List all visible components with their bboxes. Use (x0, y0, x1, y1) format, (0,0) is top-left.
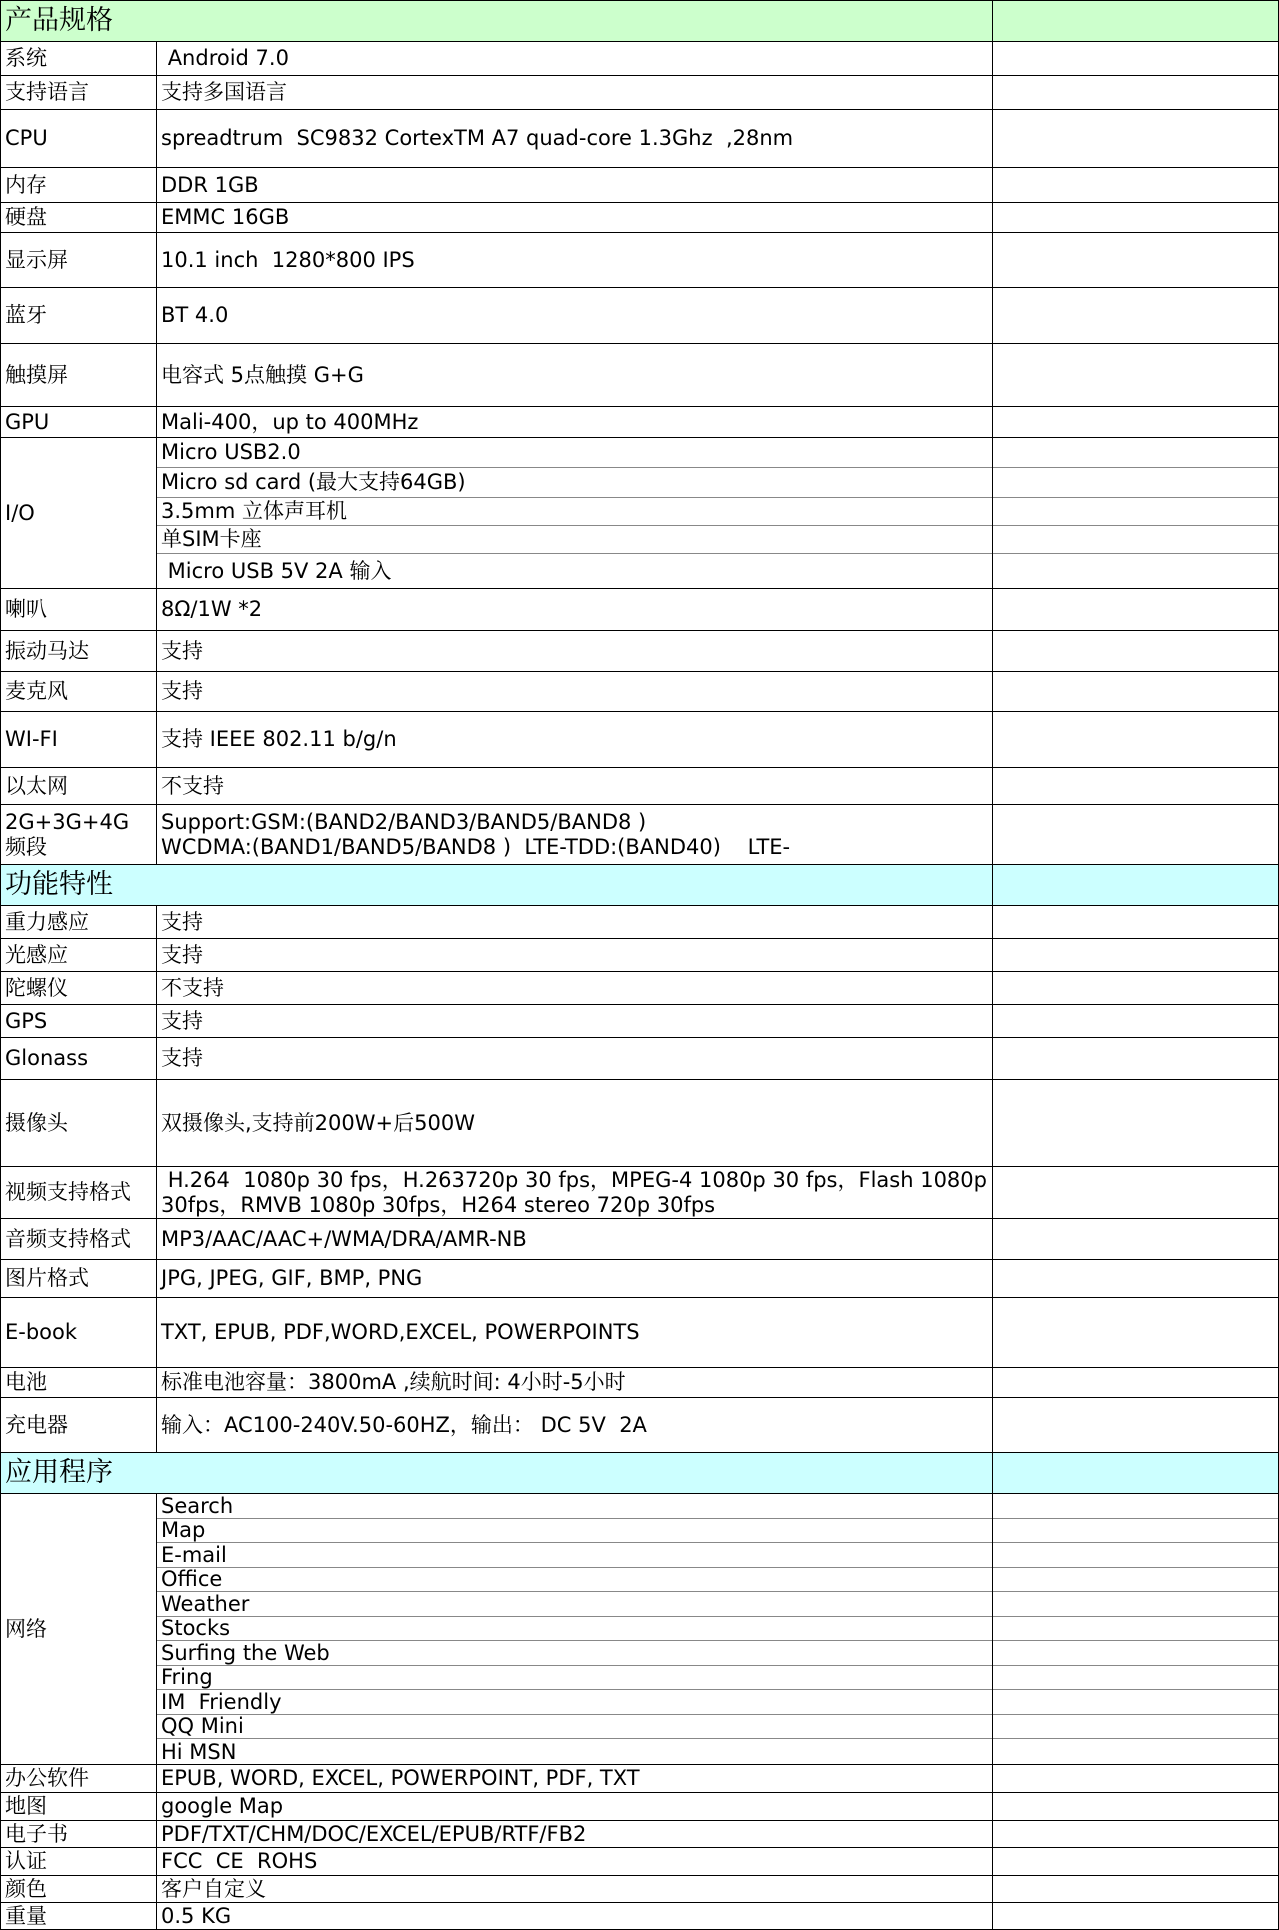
spec-label: 内存 (1, 168, 157, 203)
empty-cell (993, 42, 1279, 76)
group-values (157, 438, 993, 589)
spec-row (1, 1764, 1279, 1792)
spec-value: 支持 (157, 1005, 993, 1038)
empty-line (993, 1715, 1278, 1740)
list-item: Fring (157, 1666, 992, 1691)
list-item: IM Friendly (157, 1690, 992, 1715)
spec-row (1, 233, 1279, 288)
list-item: Map (157, 1519, 992, 1544)
empty-cell (993, 1368, 1279, 1398)
list-item: E-mail (157, 1543, 992, 1568)
spec-label: 振动马达 (1, 631, 157, 672)
empty-cell (993, 1080, 1279, 1167)
spec-label: 重量 (1, 1902, 157, 1929)
spec-label: 充电器 (1, 1398, 157, 1453)
spec-row (1, 589, 1279, 631)
spec-row (1, 805, 1279, 865)
section-title: 功能特性 (1, 865, 993, 906)
empty-cell (993, 865, 1279, 906)
spec-row (1, 288, 1279, 344)
spec-value: H.264 1080p 30 fps，H.263720p 30 fps，MPEG-4 1080p 30 fps，Flash 1080p 30fps，RMVB 1080p 30fps，H264 stereo 720p 30fps (157, 1167, 993, 1219)
spec-row (1, 939, 1279, 972)
empty-line (993, 1494, 1278, 1519)
empty-cell (993, 1902, 1279, 1929)
empty-cell (993, 972, 1279, 1005)
empty-line (993, 438, 1278, 468)
list-item: Surfing the Web (157, 1641, 992, 1666)
spec-row (1, 1820, 1279, 1847)
spec-value: 支持 (157, 1038, 993, 1080)
spec-value: FCC CE ROHS (157, 1847, 993, 1875)
spec-row (1, 1260, 1279, 1298)
spec-value: 双摄像头,支持前200W+后500W (157, 1080, 993, 1167)
empty-cell (993, 1, 1279, 42)
spec-row (1, 1398, 1279, 1453)
spec-label: GPU (1, 407, 157, 438)
empty-cell (993, 1875, 1279, 1902)
spec-value: JPG, JPEG, GIF, BMP, PNG (157, 1260, 993, 1298)
spec-label: 办公软件 (1, 1764, 157, 1792)
spec-row (1, 712, 1279, 768)
empty-line (993, 1519, 1278, 1544)
empty-cell (993, 233, 1279, 288)
list-item: 单SIM卡座 (157, 526, 992, 554)
spec-label: 麦克风 (1, 672, 157, 712)
spec-value: 不支持 (157, 972, 993, 1005)
spec-value: Mali-400，up to 400MHz (157, 407, 993, 438)
group-values (157, 1494, 993, 1765)
spec-row (1, 1080, 1279, 1167)
list-item: Micro USB2.0 (157, 438, 992, 468)
spec-value: EPUB, WORD, EXCEL, POWERPOINT, PDF, TXT (157, 1764, 993, 1792)
spec-row (1, 1219, 1279, 1260)
empty-cell (993, 631, 1279, 672)
empty-cell (993, 768, 1279, 805)
empty-cell (993, 407, 1279, 438)
empty-cell (993, 1219, 1279, 1260)
empty-cell (993, 288, 1279, 344)
empty-line (993, 554, 1278, 588)
empty-cell (993, 589, 1279, 631)
empty-cell (993, 76, 1279, 110)
empty-cell (993, 906, 1279, 939)
list-item: Search (157, 1494, 992, 1519)
spec-value: 支持 IEEE 802.11 b/g/n (157, 712, 993, 768)
spec-value: 支持多国语言 (157, 76, 993, 110)
empty-cell (993, 1005, 1279, 1038)
spec-row (1, 1875, 1279, 1902)
spec-row (1, 1792, 1279, 1820)
list-item: 3.5mm 立体声耳机 (157, 498, 992, 526)
spec-row (1, 631, 1279, 672)
empty-line (993, 1617, 1278, 1642)
spec-row (1, 1847, 1279, 1875)
spec-label: 触摸屏 (1, 344, 157, 407)
spec-row (1, 1368, 1279, 1398)
spec-value: 8Ω/1W *2 (157, 589, 993, 631)
empty-cell (993, 712, 1279, 768)
spec-value: TXT, EPUB, PDF,WORD,EXCEL, POWERPOINTS (157, 1298, 993, 1368)
spec-value: MP3/AAC/AAC+/WMA/DRA/AMR-NB (157, 1219, 993, 1260)
spec-row (1, 407, 1279, 438)
spec-label: 图片格式 (1, 1260, 157, 1298)
spec-label: 陀螺仪 (1, 972, 157, 1005)
spec-label: 颜色 (1, 1875, 157, 1902)
spec-value: 支持 (157, 939, 993, 972)
spec-label: 蓝牙 (1, 288, 157, 344)
group-label: I/O (1, 438, 157, 589)
spec-value: spreadtrum SC9832 CortexTM A7 quad-core 1.3Ghz ,28nm (157, 110, 993, 168)
spec-label: 支持语言 (1, 76, 157, 110)
spec-label: 摄像头 (1, 1080, 157, 1167)
empty-cell (993, 168, 1279, 203)
spec-value: EMMC 16GB (157, 203, 993, 233)
spec-label: GPS (1, 1005, 157, 1038)
spec-label: CPU (1, 110, 157, 168)
empty-cell (993, 939, 1279, 972)
spec-row (1, 168, 1279, 203)
spec-row (1, 1298, 1279, 1368)
spec-row (1, 42, 1279, 76)
spec-value: 电容式 5点触摸 G+G (157, 344, 993, 407)
spec-row (1, 76, 1279, 110)
spec-label: 以太网 (1, 768, 157, 805)
empty-cell (993, 1820, 1279, 1847)
empty-line (993, 1641, 1278, 1666)
spec-row (1, 672, 1279, 712)
spec-value: google Map (157, 1792, 993, 1820)
empty-line (993, 498, 1278, 526)
spec-label: E-book (1, 1298, 157, 1368)
spec-value: 输入：AC100-240V.50-60HZ，输出： DC 5V 2A (157, 1398, 993, 1453)
empty-cell (993, 1260, 1279, 1298)
empty-line (993, 1739, 1278, 1764)
empty-cell (993, 672, 1279, 712)
spec-label: 系统 (1, 42, 157, 76)
section-title: 应用程序 (1, 1453, 993, 1494)
spec-row (1, 1902, 1279, 1929)
spec-row (1, 1038, 1279, 1080)
spec-value: Android 7.0 (157, 42, 993, 76)
empty-line (993, 468, 1278, 498)
spec-label: 光感应 (1, 939, 157, 972)
empty-line (993, 1543, 1278, 1568)
network-group (1, 1494, 1279, 1765)
list-item: QQ Mini (157, 1715, 992, 1740)
empty-line (993, 1592, 1278, 1617)
spec-label: Glonass (1, 1038, 157, 1080)
list-item: Micro USB 5V 2A 输入 (161, 558, 392, 583)
spec-label: 视频支持格式 (1, 1167, 157, 1219)
spec-value: 10.1 inch 1280*800 IPS (157, 233, 993, 288)
spec-value: 支持 (157, 672, 993, 712)
spec-label: 认证 (1, 1847, 157, 1875)
spec-row (1, 203, 1279, 233)
empty-cell (993, 344, 1279, 407)
list-item: Weather (157, 1592, 992, 1617)
empty-cell (993, 1792, 1279, 1820)
empty-cell (993, 1453, 1279, 1494)
empty-cell (993, 1038, 1279, 1080)
spec-label: 电子书 (1, 1820, 157, 1847)
spec-row (1, 1167, 1279, 1219)
empty-line (993, 1666, 1278, 1691)
section-title: 产品规格 (1, 1, 993, 42)
empty-cell (993, 1298, 1279, 1368)
group-empty (993, 438, 1279, 589)
spec-row (1, 972, 1279, 1005)
spec-value: Support:GSM:(BAND2/BAND3/BAND5/BAND8 ) WCDMA:(BAND1/BAND5/BAND8 ) LTE-TDD:(BAND40) LTE- (157, 805, 993, 865)
spec-value: 不支持 (157, 768, 993, 805)
empty-cell (993, 203, 1279, 233)
empty-cell (993, 805, 1279, 865)
empty-cell (993, 1167, 1279, 1219)
spec-label: 喇叭 (1, 589, 157, 631)
spec-value: 客户自定义 (157, 1875, 993, 1902)
spec-row (1, 110, 1279, 168)
spec-row (1, 768, 1279, 805)
spec-label: 重力感应 (1, 906, 157, 939)
section-header-spec (1, 1, 1279, 42)
spec-row (1, 1005, 1279, 1038)
list-item: Stocks (157, 1617, 992, 1642)
empty-cell (993, 1398, 1279, 1453)
spec-value: 标准电池容量：3800mA ,续航时间: 4小时-5小时 (157, 1368, 993, 1398)
group-label: 网络 (1, 1494, 157, 1765)
list-item: Office (157, 1568, 992, 1593)
empty-cell (993, 1847, 1279, 1875)
section-header-features (1, 865, 1279, 906)
empty-line (993, 526, 1278, 554)
group-empty (993, 1494, 1279, 1765)
spec-value: BT 4.0 (157, 288, 993, 344)
spec-value: PDF/TXT/CHM/DOC/EXCEL/EPUB/RTF/FB2 (157, 1820, 993, 1847)
spec-label: 硬盘 (1, 203, 157, 233)
empty-line (993, 1690, 1278, 1715)
spec-value: 0.5 KG (157, 1902, 993, 1929)
empty-cell (993, 1764, 1279, 1792)
list-item: Hi MSN (161, 1739, 237, 1764)
spec-value: 支持 (157, 906, 993, 939)
spec-label: 2G+3G+4G 频段 (1, 805, 157, 865)
spec-label: 显示屏 (1, 233, 157, 288)
spec-value: DDR 1GB (157, 168, 993, 203)
spec-row (1, 906, 1279, 939)
spec-label: 音频支持格式 (1, 1219, 157, 1260)
empty-cell (993, 110, 1279, 168)
empty-line (993, 1568, 1278, 1593)
section-header-apps (1, 1453, 1279, 1494)
spec-value: 支持 (157, 631, 993, 672)
spec-label: 电池 (1, 1368, 157, 1398)
spec-row (1, 344, 1279, 407)
list-item: Micro sd card (最大支持64GB) (157, 468, 992, 498)
spec-label: 地图 (1, 1792, 157, 1820)
spec-label: WI-FI (1, 712, 157, 768)
io-group (1, 438, 1279, 589)
